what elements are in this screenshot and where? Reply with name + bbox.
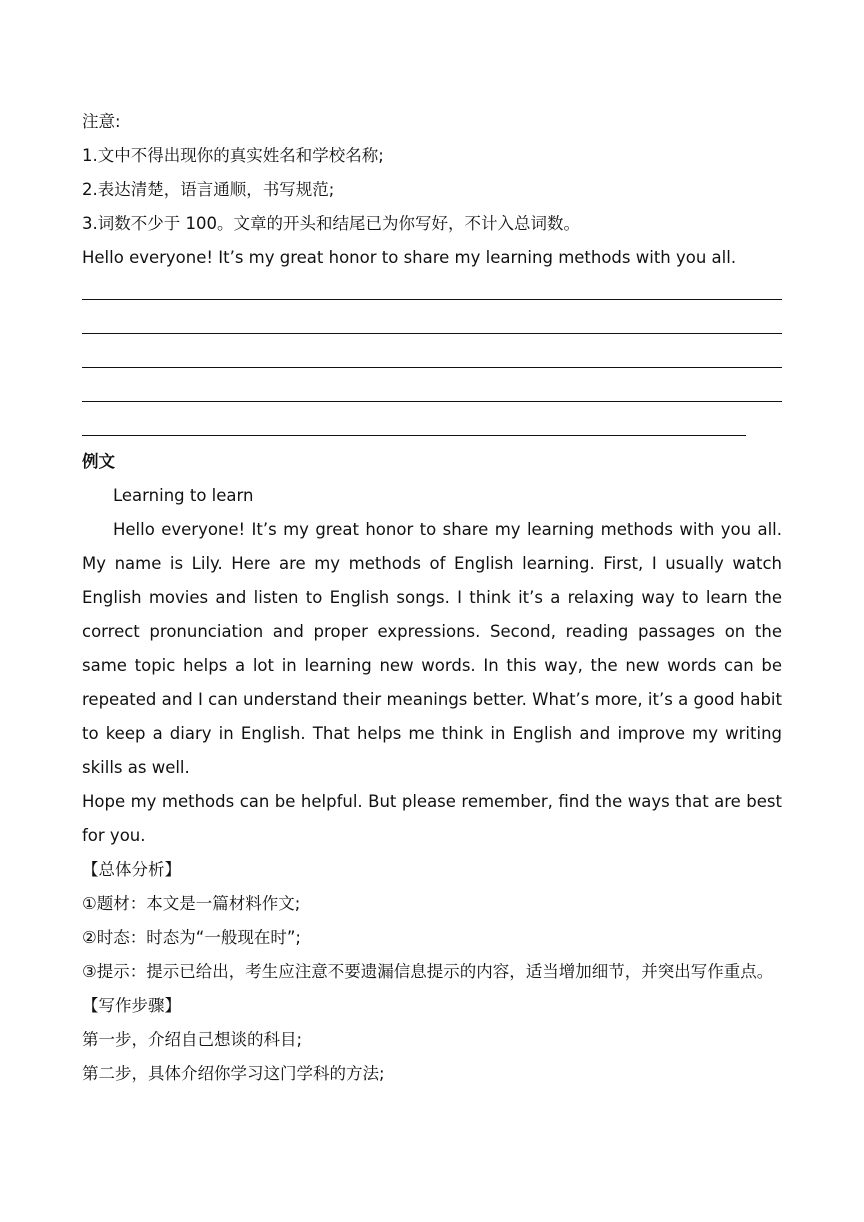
sample-heading: 例文 bbox=[82, 452, 115, 471]
analysis-heading: 【总体分析】 bbox=[82, 860, 181, 879]
steps-heading: 【写作步骤】 bbox=[82, 996, 181, 1015]
sample-closing: Hope my methods can be helpful. But please remember, find the ways that are best for you. bbox=[82, 792, 782, 845]
opening-sentence: Hello everyone! It’s my great honor to share my learning methods with you all. bbox=[82, 248, 737, 267]
analysis-item-1: ①题材：本文是一篇材料作文; bbox=[82, 894, 301, 913]
answer-line bbox=[82, 411, 782, 445]
step-item-2: 第二步，具体介绍你学习这门学科的方法; bbox=[82, 1064, 385, 1083]
note-item-2: 2.表达清楚，语言通顺，书写规范; bbox=[82, 180, 335, 199]
sample-title: Learning to learn bbox=[113, 486, 254, 505]
notes-heading: 注意: bbox=[82, 112, 121, 131]
note-item-3: 3.词数不少于 100。文章的开头和结尾已为你写好，不计入总词数。 bbox=[82, 214, 580, 233]
analysis-item-3: ③提示：提示已给出，考生应注意不要遗漏信息提示的内容，适当增加细节，并突出写作重点。 bbox=[82, 962, 774, 981]
document-content bbox=[82, 105, 782, 1091]
step-item-1: 第一步，介绍自己想谈的科目; bbox=[82, 1030, 303, 1049]
answer-line bbox=[82, 275, 782, 309]
answer-line bbox=[82, 309, 782, 343]
sample-body: Hello everyone! It’s my great honor to share my learning methods with you all. My name is Lily. Here are my methods of English learning. First, I usually watch English movies and listen to English songs. I think it’s a relaxing way to learn the correct pronunciation and proper expressions. Second, reading passages on the same topic helps a lot in learning new words. In this way, the new words can be repeated and I can understand their meanings better. What’s more, it’s a good habit to keep a diary in English. That helps me think in English and improve my writing skills as well. bbox=[82, 520, 782, 777]
answer-line bbox=[82, 343, 782, 377]
note-item-1: 1.文中不得出现你的真实姓名和学校名称; bbox=[82, 146, 384, 165]
analysis-item-2: ②时态：时态为“一般现在时”; bbox=[82, 928, 301, 947]
answer-line bbox=[82, 377, 782, 411]
